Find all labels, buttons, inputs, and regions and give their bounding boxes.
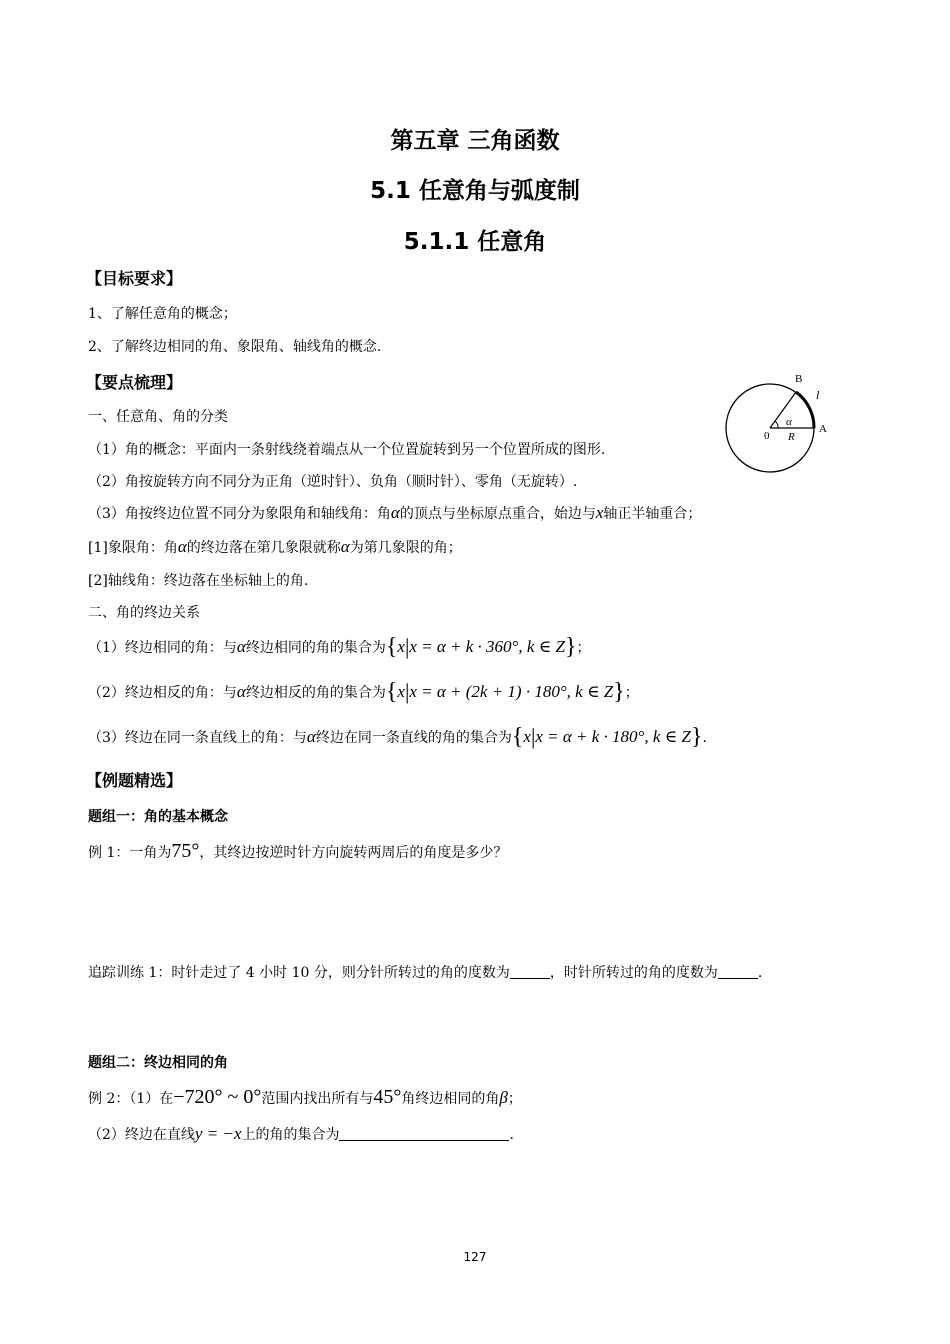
label-B: B: [795, 373, 803, 385]
point-2: （2）角按旋转方向不同分为正角（逆时针）、负角（顺时针）、零角（无旋转）.: [88, 474, 578, 490]
chapter-title: 第五章 三角函数: [390, 128, 560, 154]
answer-blank-set[interactable]: [339, 1126, 509, 1141]
set-line-formula: x = α + k · 180°, k ∈ Z: [535, 727, 691, 746]
label-A: A: [819, 423, 827, 435]
example-1: 例 1：一角为75°，其终边按逆时针方向旋转两周后的角度是多少？: [88, 840, 508, 862]
group-2-title: 题组二：终边相同的角: [88, 1055, 228, 1071]
relation-line: （3）终边在同一条直线上的角：与α终边在同一条直线的角的集合为{x|x = α + k · 180°, k ∈ Z}.: [88, 724, 707, 750]
goal-item-2: 2、了解终边相同的角、象限角、轴线角的概念.: [88, 339, 382, 355]
subsection-title: 5.1.1 任意角: [403, 229, 547, 255]
point-1: （1）角的概念：平面内一条射线绕着端点从一个位置旋转到另一个位置所成的图形.: [88, 442, 606, 458]
example-2-part-2: （2）终边在直线y = −x上的角的集合为 .: [88, 1124, 514, 1143]
set-same-formula: x = α + k · 360°, k ∈ Z: [409, 637, 565, 656]
relation-same: （1）终边相同的角：与α终边相同的角的集合为{x|x = α + k · 360°, k ∈ Z}；: [88, 634, 591, 660]
examples-heading: 【例题精选】: [86, 771, 183, 790]
label-O: 0: [764, 430, 770, 442]
answer-blank-minute[interactable]: [510, 964, 550, 979]
circle-angle-figure: [724, 368, 844, 478]
point-3: （3）角按终边位置不同分为象限角和轴线角：角α的顶点与坐标原点重合，始边与x轴正半轴重合；: [88, 503, 702, 522]
terminal-side: [770, 392, 796, 428]
axis-angle: [2]轴线角：终边落在坐标轴上的角.: [88, 573, 309, 589]
trace-1: 追踪训练 1：时针走过了 4 小时 10 分，则分针所转过的角的度数为 ，时针所转过的角的度数为 .: [88, 965, 763, 981]
goal-item-1: 1、了解任意角的概念；: [88, 306, 237, 322]
label-l: l: [816, 388, 820, 402]
group-1-title: 题组一：角的基本概念: [88, 809, 228, 825]
relation-opposite: （2）终边相反的角：与α终边相反的角的集合为{x|x = α + (2k + 1) · 180°, k ∈ Z}；: [88, 679, 639, 705]
part1-title: 一、任意角、角的分类: [88, 409, 228, 425]
set-opposite-formula: x = α + (2k + 1) · 180°, k ∈ Z: [409, 682, 614, 701]
arc-l: [796, 392, 814, 428]
goals-heading: 【目标要求】: [86, 269, 183, 288]
example-2-part-1: 例 2：（1）在−720° ~ 0°范围内找出所有与45°角终边相同的角β；: [88, 1086, 522, 1108]
part2-title: 二、角的终边关系: [88, 605, 200, 621]
quadrant-angle: [1]象限角：角α的终边落在第几象限就称α为第几象限的角；: [88, 537, 462, 556]
answer-blank-hour[interactable]: [718, 964, 758, 979]
label-alpha: α: [786, 416, 792, 428]
angle-mark: [775, 421, 778, 428]
label-R: R: [788, 431, 795, 443]
page-number: 127: [463, 1250, 487, 1264]
points-heading: 【要点梳理】: [86, 373, 183, 392]
section-title: 5.1 任意角与弧度制: [370, 178, 580, 204]
